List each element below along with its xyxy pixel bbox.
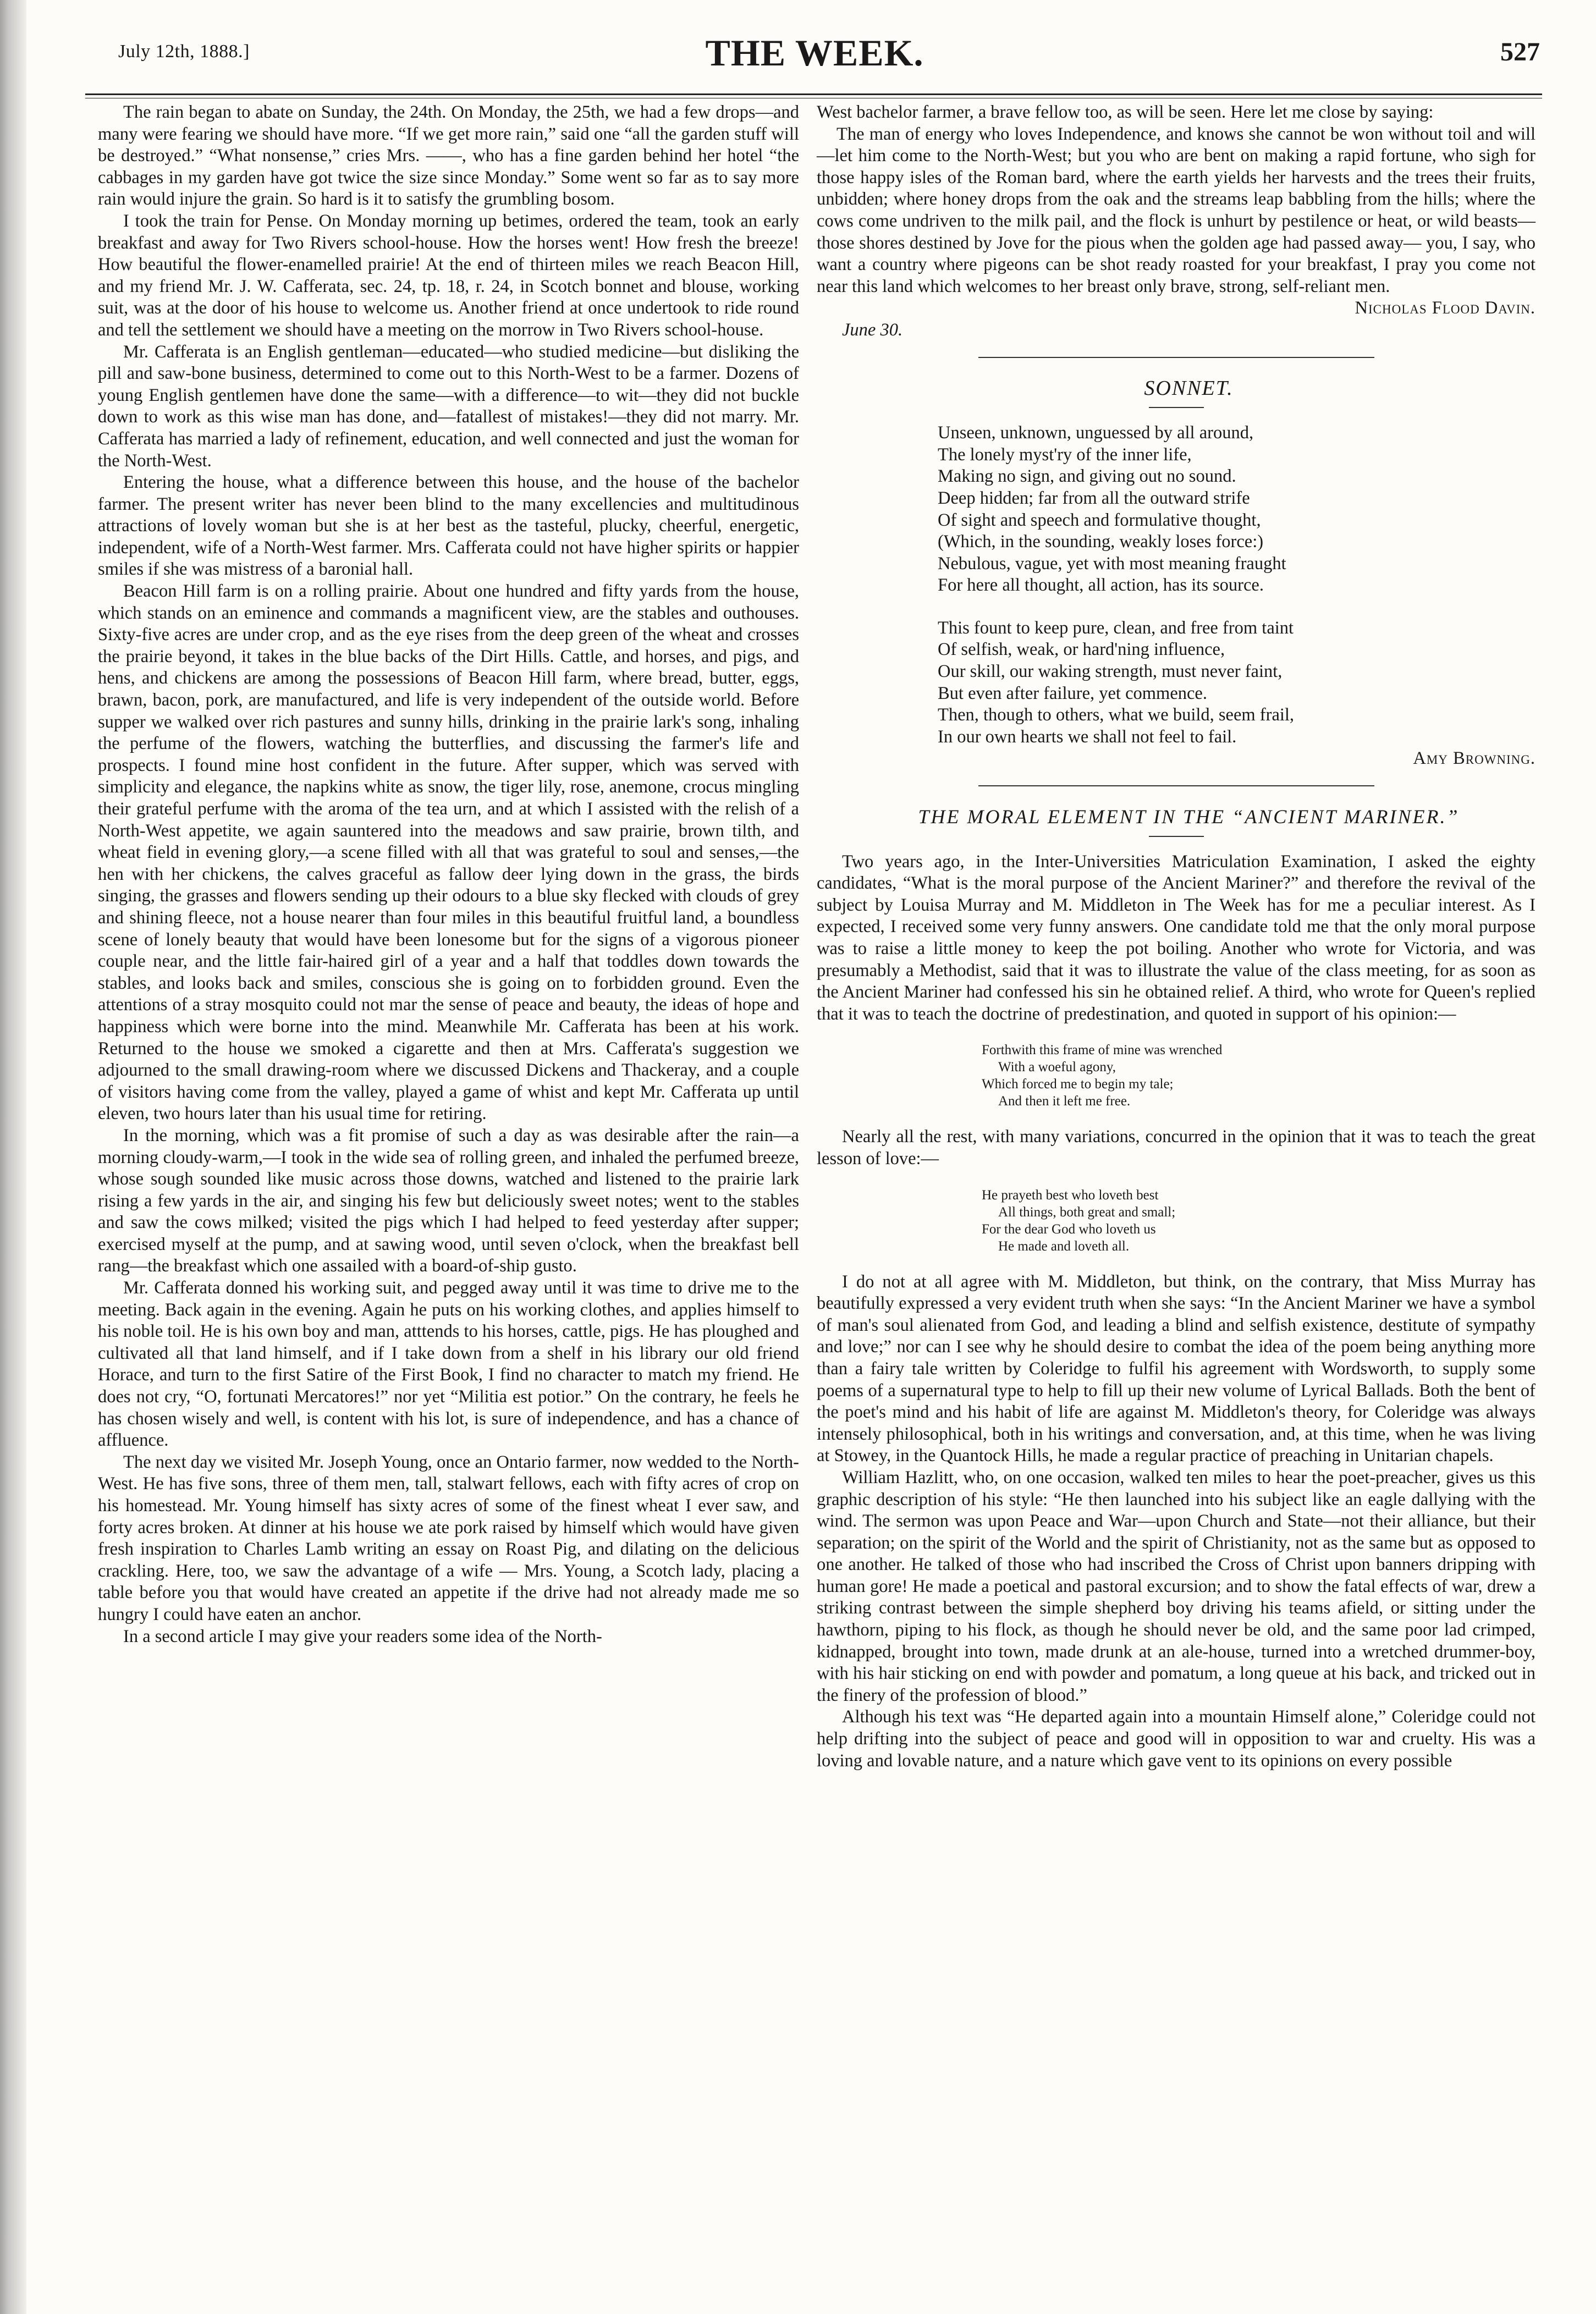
poem-line: In our own hearts we shall not feel to fail. bbox=[938, 726, 1237, 747]
article-paragraph: Although his text was “He departed again into a mountain Himself alone,” Coleridge could not help drifting into the subject of peace and good will in opposition to war and cruelty. His was a loving and lovable nature, and a nature which gave vent to its opinions on every possible bbox=[817, 1707, 1536, 1771]
quote-line: Which forced me to begin my tale; bbox=[982, 1077, 1174, 1092]
quote-line: Forthwith this frame of mine was wrenched bbox=[982, 1043, 1223, 1058]
poem-line: Of selfish, weak, or hard'ning influence, bbox=[938, 640, 1225, 660]
article-paragraph: I do not at all agree with M. Middleton, but think, on the contrary, that Miss Murray has beautifully expressed a very evident truth when she says: “In the Ancient Mariner we have a symbol of man's soul alienated from God, and leading a blind and selfish existence, destitute of sympathy and love;” nor can I see why he should desire to combat the idea of the poem being anything more than a fairy tale written by Coleridge to fulfil his agreement with Wordsworth, to supply some poems of a supernatural type to help to fill up their new volume of Lyrical Ballads. Both the bent of the poet's mind and his habit of life are against M. Middleton's theory, for Coleridge was always intensely philosophical, both in his writings and conversation, and, at this time, when he was living at Stowey, in the Quantock Hills, he made a regular practice of preaching in Unitarian chapels. bbox=[817, 1271, 1536, 1466]
article-paragraph: In a second article I may give your readers some idea of the North- bbox=[123, 1626, 602, 1646]
article-signature bbox=[817, 297, 1536, 319]
sonnet-title: SONNET. bbox=[1144, 376, 1234, 400]
poem-line: Unseen, unknown, unguessed by all around, bbox=[938, 423, 1254, 443]
quote-line: He made and loveth all. bbox=[998, 1238, 1130, 1254]
poem-line: Then, though to others, what we build, seem frail, bbox=[938, 705, 1295, 725]
journal-title: THE WEEK. bbox=[705, 32, 924, 74]
article-paragraph: The next day we visited Mr. Joseph Young, once an Ontario farmer, now wedded to the North-West. He has five sons, three of them men, tall, stalwart fellows, each with fifty acres of crop on his homestead. Mr. Young himself has sixty acres of some of the finest wheat I ever saw, and forty acres broken. At dinner at his house we ate pork raised by himself which would have given fresh inspiration to Charles Lamb writing an essay on Roast Pig, and dilating on the delicious crackling. Here, too, we saw the advantage of a wife — Mrs. Young, a Scotch lady, placing a table before you that would have created an appetite if the drive had not already made me so hungry I could have eaten an anchor. bbox=[98, 1452, 799, 1624]
section-divider bbox=[978, 785, 1374, 786]
article-paragraph: Nearly all the rest, with many variations, concurred in the opinion that it was to teach the great lesson of love:— bbox=[817, 1127, 1536, 1169]
verse-quotation bbox=[817, 1042, 1536, 1110]
page-header bbox=[82, 30, 1547, 91]
quote-line: All things, both great and small; bbox=[998, 1204, 1176, 1220]
quote-line: He prayeth best who loveth best bbox=[982, 1187, 1159, 1203]
right-column bbox=[817, 102, 1536, 1772]
article-paragraph: Two years ago, in the Inter-Universities Matriculation Examination, I asked the eighty candidates, “What is the moral purpose of the Ancient Mariner?” and therefore the revival of the subject by Louisa Murray and M. Middleton in The Week has for me a peculiar interest. As I expected, I received some very funny answers. One candidate told me that the only moral purpose was to raise a little money to keep the pot boiling. Another who wrote for Victoria, and was presumably a Methodist, said that it was to illustrate the value of the class meeting, for as soon as the Ancient Mariner had confessed his sin he obtained relief. A third, who wrote for Queen's replied that it was to teach the doctrine of predestination, and quoted in support of his opinion:— bbox=[817, 851, 1536, 1024]
stanza-break bbox=[938, 597, 1536, 618]
header-date: July 12th, 1888.] bbox=[118, 41, 250, 62]
author-name: Nicholas Flood Davin. bbox=[1355, 298, 1536, 318]
verse-quotation bbox=[817, 1187, 1536, 1255]
article-paragraph: The man of energy who loves Independence, and knows she cannot be won without toil and will—let him come to the North-West; but you who are bent on making a rapid fortune, who sigh for those happy isles of the Roman bard, where the earth yields her harvests and the trees their fruits, unbidden; where honey drops from the oak and the streams leap babbling from the hills; where the cows come undriven to the milk pail, and the flock is unhurt by pestilence or heat, or wild beasts—those shores destined by Jove for the pious when the golden age had passed away— you, I say, who want a country where pigeons can be shot ready roasted for your breakfast, I pray you come not near this land which welcomes to her breast only brave, strong, self-reliant men. bbox=[817, 124, 1536, 296]
section-divider bbox=[978, 357, 1374, 358]
article-paragraph: William Hazlitt, who, on one occasion, walked ten miles to hear the poet-preacher, gives us this graphic description of his style: “He then launched into his subject like an eagle dallying with the wind. The sermon was upon Peace and War—upon Church and State—not their alliance, but their separation; on the spirit of the World and the spirit of Christianity, not as the same but as opposed to one another. He talked of those who had inscribed the Cross of Christ upon banners dripping with human gore! He made a poetical and pastoral excursion; and to show the fatal effects of war, drew a striking contrast between the simple shepherd boy driving his teams afield, or sitting under the hawthorn, piping to his flock, as though he should never be old, and the same poor lad crimped, kidnapped, brought into town, made drunk at an ale-house, turned into a wretched drummer-boy, with his hair sticking on end with powder and pomatum, a long queue at his back, and tricked out in the finery of the profession of blood.” bbox=[817, 1467, 1536, 1705]
page-spine-shadow bbox=[0, 0, 26, 2314]
poem-line: Nebulous, vague, yet with most meaning fraught bbox=[938, 553, 1286, 574]
title-rule bbox=[1149, 407, 1204, 408]
poem-line: Our skill, our waking strength, must never faint, bbox=[938, 662, 1283, 682]
poem-line: But even after failure, yet commence. bbox=[938, 683, 1207, 703]
left-column bbox=[98, 102, 799, 1648]
poem-line: The lonely myst'ry of the inner life, bbox=[938, 444, 1192, 465]
article-paragraph: In the morning, which was a fit promise of such a day as was desirable after the rain—a morning cloudy-warm,—I took in the wide sea of rolling green, and inhaled the perfumed breeze, whose sough sounded like music across those downs, watched and listened to the prairie lark rising a few yards in the air, and singing his few but deliciously sweet notes; went to the stables and saw the cows milked; visited the pigs which I had helped to feed yesterday after supper; exercised myself at the pump, and at sawing wood, until seven o'clock, when the breakfast bell rang—the breakfast which one assailed with a board-of-ship gusto. bbox=[98, 1125, 799, 1276]
article-paragraph: The rain began to abate on Sunday, the 24th. On Monday, the 25th, we had a few drops—and many were fearing we should have more. “If we get more rain,” said one “all the garden stuff will be destroyed.” “What nonsense,” cries Mrs. ——, who has a fine garden behind her hotel “the cabbages in my garden have got twice the size since Monday.” Some went so far as to say more rain would injure the grain. So hard is it to satisfy the grumbling bosom. bbox=[98, 102, 799, 210]
article-paragraph: Entering the house, what a difference between this house, and the house of the bachelor farmer. The present writer has never been blind to the many excellencies and multitudinous attractions of lovely woman but she is at her best as the tasteful, plucky, cheerful, energetic, independent, wife of a North-West farmer. Mrs. Cafferata could not have higher spirits or happier smiles if she was mistress of a baronial hall. bbox=[98, 472, 799, 580]
poem-line: This fount to keep pure, clean, and free from taint bbox=[938, 618, 1294, 638]
article-title: THE MORAL ELEMENT IN THE “ANCIENT MARINER.” bbox=[918, 806, 1460, 828]
quote-line: And then it left me free. bbox=[998, 1094, 1131, 1109]
quote-line: With a woeful agony, bbox=[998, 1060, 1116, 1075]
article-paragraph: Mr. Cafferata donned his working suit, and pegged away until it was time to drive me to the meeting. Back again in the evening. Again he puts on his working clothes, and applies himself to his noble toil. He is his own boy and man, atttends to his horses, cattle, pigs. He has ploughed and cultivated all that land himself, and if I take down from a shelf in his library our old friend Horace, and turn to the first Satire of the First Book, I find no character to match my friend. He does not cry, “O, fortunati Mercatores!” nor yet “Militia est potior.” On the contrary, he feels he has chosen wisely and well, is content with his lot, is sure of independence, and has a chance of affluence. bbox=[98, 1278, 799, 1451]
article-dateline: June 30. bbox=[842, 319, 903, 340]
article-paragraph: West bachelor farmer, a brave fellow too, as will be seen. Here let me close by saying: bbox=[817, 102, 1434, 122]
page-number: 527 bbox=[1500, 37, 1540, 67]
article-paragraph: Beacon Hill farm is on a rolling prairie. About one hundred and fifty yards from the house, which stands on an eminence and commands a magnificent view, are the stables and outhouses. Sixty-five acres are under crop, and as the eye rises from the deep green of the wheat and crosses the prairie beyond, it takes in the blue backs of the Dirt Hills. Cattle, and horses, and pigs, and hens, and chickens are among the possessions of Beacon Hill farm, where bread, butter, eggs, brawn, bacon, pork, are manufactured, and life is very independent of the outside world. Before supper we walked over rich pastures and sunny hills, drinking in the prairie lark's song, inhaling the perfume of the flowers, watching the butterflies, and discussing the farmer's life and prospects. I found mine host confident in the future. After supper, which was served with simplicity and elegance, the napkins white as snow, the tiger lily, rose, anemone, crocus mingling their grateful perfume with the aroma of the tea urn, and at which I assisted with the relish of a North-West appetite, we again sauntered into the meadows and saw prairie, brown tilth, and wheat field in evening glory,—a scene filled with all that was grateful to soul and senses,—the hen with her chickens, the calves graceful as fallow deer lying down in the grass, the birds singing, the grasses and flowers sending up their odours to a blue sky flecked with clouds of grey and shining fleece, not a house nearer than four miles in this beautiful fruitful land, a boundless scene of lonely beauty that would have been lonesome but for the signs of a vigorous pioneer couple near, and the little fair-haired girl of a year and a half that toddles down towards the stables, and looks back and smiles, conscious she is going on to forbidden ground. Even the attentions of a stray mosquito could not mar the sense of peace and beauty, the ideas of hope and happiness which were borne into the mind. Meanwhile Mr. Cafferata has been at his work. Returned to the house we smoked a cigarette and then at Mrs. Cafferata's suggestion we adjourned to the small drawing-room where we discussed Dickens and Thackeray, and a couple of visitors having come from the valley, played a game of whist and kept Mr. Cafferata up until eleven, two hours later than his usual time for retiring. bbox=[98, 581, 799, 1124]
poem-line: (Which, in the sounding, weakly loses force:) bbox=[938, 532, 1264, 552]
poem-author: Amy Browning. bbox=[1413, 748, 1536, 769]
poem-line: Making no sign, and giving out no sound. bbox=[938, 466, 1236, 487]
poem-line: Deep hidden; far from all the outward strife bbox=[938, 488, 1250, 508]
quote-line: For the dear God who loveth us bbox=[982, 1221, 1156, 1237]
title-rule bbox=[1149, 836, 1204, 837]
article-paragraph: I took the train for Pense. On Monday morning up betimes, ordered the team, took an early breakfast and away for Two Rivers school-house. How the horses went! How fresh the breeze! How beautiful the flower-enamelled prairie! At the end of thirteen miles we reach Beacon Hill, and my friend Mr. J. W. Cafferata, sec. 24, tp. 18, r. 24, in Scotch bonnet and blouse, working suit, was at the door of his house to welcome us. Another friend at once undertook to ride round and tell the settlement we should have a meeting on the morrow in Two Rivers school-house. bbox=[98, 211, 799, 340]
poem-line: Of sight and speech and formulative thought, bbox=[938, 510, 1261, 530]
poem-line: For here all thought, all action, has its source. bbox=[938, 575, 1264, 596]
header-rule bbox=[85, 93, 1542, 95]
sonnet-body bbox=[938, 422, 1536, 748]
article-paragraph: Mr. Cafferata is an English gentleman—educated—who studied medicine—but disliking the pill and saw-bone business, determined to come out to this North-West to be a farmer. Dozens of young English gentlemen have done the same—with a difference—to wit—they did not buckle down to work as this wise man has done, and—fatallest of mistakes!—they did not marry. Mr. Cafferata has married a lady of refinement, education, and well connected and just the woman for the North-West. bbox=[98, 341, 799, 471]
